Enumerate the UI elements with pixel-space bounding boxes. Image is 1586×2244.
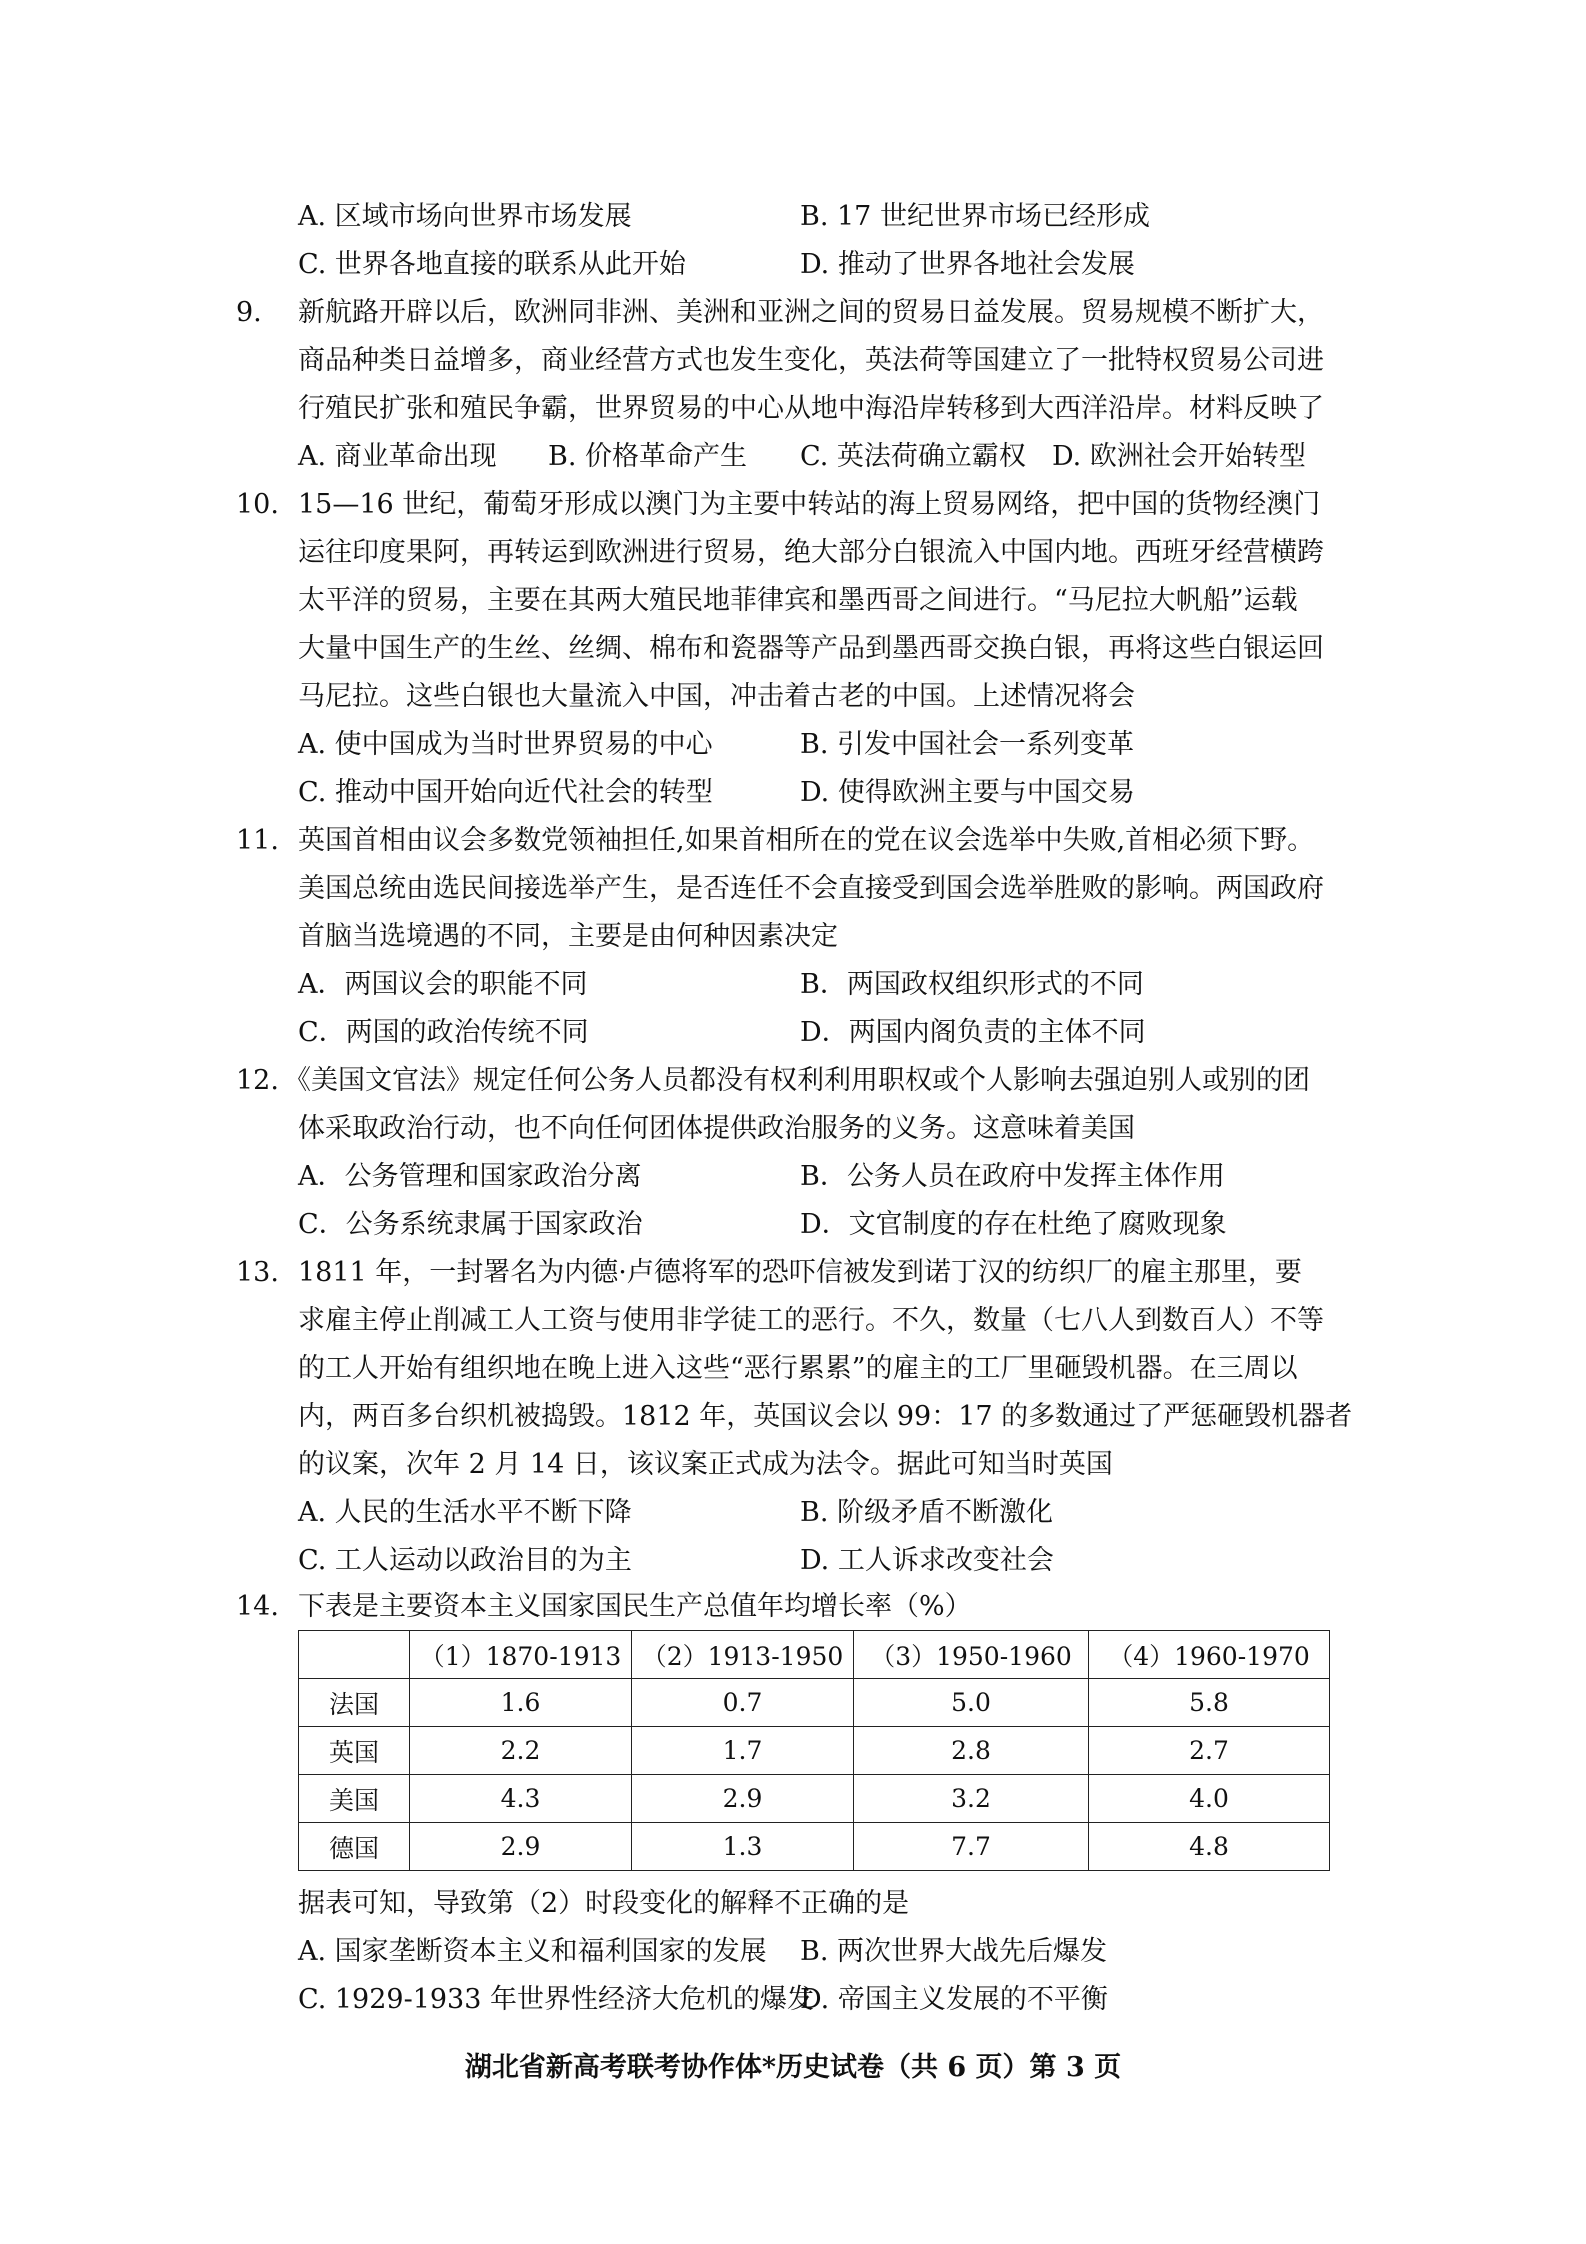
q9-option-a: A. 商业革命出现 (298, 441, 497, 472)
q11-option-b: B．两国政权组织形式的不同 (800, 969, 1144, 1000)
question-text-line: 15—16 世纪，葡萄牙形成以澳门为主要中转站的海上贸易网络，把中国的货物经澳门 (298, 489, 1321, 520)
question-text-line: 太平洋的贸易，主要在其两大殖民地菲律宾和墨西哥之间进行。“马尼拉大帆船”运载 (298, 585, 1298, 616)
q11-option-d: D．两国内阁负责的主体不同 (800, 1017, 1146, 1048)
question-text-line: 《美国文官法》规定任何公务人员都没有权利利用职权或个人影响去强迫别人或别的团 (284, 1065, 1310, 1096)
question-text-line: 1811 年，一封署名为内德·卢德将军的恐吓信被发到诺丁汉的纺织厂的雇主那里，要 (298, 1257, 1302, 1288)
question-text-line: 新航路开辟以后，欧洲同非洲、美洲和亚洲之间的贸易日益发展。贸易规模不断扩大， (298, 297, 1324, 328)
table-cell: 2.9 (410, 1823, 632, 1871)
table-row (299, 1679, 1330, 1727)
q12-option-a: A．公务管理和国家政治分离 (298, 1161, 642, 1192)
q14-option-c: C. 1929-1933 年世界性经济大危机的爆发 (298, 1984, 814, 2015)
table-cell: 4.3 (410, 1775, 632, 1823)
table-cell: 4.8 (1089, 1823, 1330, 1871)
table-cell: 法国 (299, 1679, 410, 1727)
question-text-line: 马尼拉。这些白银也大量流入中国，冲击着古老的中国。上述情况将会 (298, 681, 1135, 712)
q9-option-b: B. 价格革命产生 (548, 441, 748, 472)
table-cell: 4.0 (1089, 1775, 1330, 1823)
q13-option-c: C. 工人运动以政治目的为主 (298, 1545, 632, 1576)
table-header-cell: （1）1870-1913 (410, 1631, 632, 1679)
table-row (299, 1775, 1330, 1823)
table-header-cell: （3）1950-1960 (854, 1631, 1089, 1679)
question-text-line: 的议案，次年 2 月 14 日，该议案正式成为法令。据此可知当时英国 (298, 1449, 1113, 1480)
question-number: 12. (236, 1065, 279, 1096)
q14-option-d: D. 帝国主义发展的不平衡 (800, 1984, 1108, 2015)
question-text-line: 内，两百多台织机被捣毁。1812 年，英国议会以 99：17 的多数通过了严惩砸毁机器者 (298, 1401, 1353, 1432)
table-cell: 英国 (299, 1727, 410, 1775)
question-text-line: 行殖民扩张和殖民争霸，世界贸易的中心从地中海沿岸转移到大西洋沿岸。材料反映了 (298, 393, 1324, 424)
question-text-line: 据表可知，导致第（2）时段变化的解释不正确的是 (298, 1888, 910, 1919)
table-cell: 0.7 (632, 1679, 854, 1727)
q8-option-a: A. 区域市场向世界市场发展 (298, 201, 632, 232)
table-row (299, 1727, 1330, 1775)
question-number: 11. (236, 825, 279, 856)
table-cell: 1.7 (632, 1727, 854, 1775)
table-cell: 2.9 (632, 1775, 854, 1823)
question-text-line: 下表是主要资本主义国家国民生产总值年均增长率（%） (298, 1591, 972, 1622)
question-text-line: 美国总统由选民间接选举产生，是否连任不会直接受到国会选举胜败的影响。两国政府 (298, 873, 1324, 904)
question-text-line: 的工人开始有组织地在晚上进入这些“恶行累累”的雇主的工厂里砸毁机器。在三周以 (298, 1353, 1298, 1384)
q10-option-a: A. 使中国成为当时世界贸易的中心 (298, 729, 713, 760)
q10-option-b: B. 引发中国社会一系列变革 (800, 729, 1135, 760)
q10-option-d: D. 使得欧洲主要与中国交易 (800, 777, 1135, 808)
table-header-cell: （4）1960-1970 (1089, 1631, 1330, 1679)
q14-option-a: A. 国家垄断资本主义和福利国家的发展 (298, 1936, 767, 1967)
table-cell: 3.2 (854, 1775, 1089, 1823)
table-cell: 5.0 (854, 1679, 1089, 1727)
q12-option-d: D．文官制度的存在杜绝了腐败现象 (800, 1209, 1227, 1240)
table-cell: 德国 (299, 1823, 410, 1871)
question-text-line: 运往印度果阿，再转运到欧洲进行贸易，绝大部分白银流入中国内地。西班牙经营横跨 (298, 537, 1324, 568)
table-row (299, 1823, 1330, 1871)
table-header-cell: （2）1913-1950 (632, 1631, 854, 1679)
q8-option-c: C. 世界各地直接的联系从此开始 (298, 249, 686, 280)
q10-option-c: C. 推动中国开始向近代社会的转型 (298, 777, 713, 808)
question-number: 9. (236, 297, 262, 328)
question-number: 13. (236, 1257, 279, 1288)
q8-option-b: B. 17 世纪世界市场已经形成 (800, 201, 1150, 232)
question-text-line: 商品种类日益增多，商业经营方式也发生变化，英法荷等国建立了一批特权贸易公司进 (298, 345, 1324, 376)
q13-option-a: A. 人民的生活水平不断下降 (298, 1497, 632, 1528)
q12-option-c: C．公务系统隶属于国家政治 (298, 1209, 643, 1240)
question-text-line: 求雇主停止削减工人工资与使用非学徒工的恶行。不久，数量（七八人到数百人）不等 (298, 1305, 1324, 1336)
table-cell: 2.2 (410, 1727, 632, 1775)
question-number: 10. (236, 489, 279, 520)
q11-option-a: A．两国议会的职能不同 (298, 969, 588, 1000)
question-text-line: 首脑当选境遇的不同，主要是由何种因素决定 (298, 921, 838, 952)
table-cell: 1.3 (632, 1823, 854, 1871)
question-text-line: 大量中国生产的生丝、丝绸、棉布和瓷器等产品到墨西哥交换白银，再将这些白银运回 (298, 633, 1324, 664)
table-header-cell (299, 1631, 410, 1679)
q13-option-d: D. 工人诉求改变社会 (800, 1545, 1054, 1576)
table-cell: 7.7 (854, 1823, 1089, 1871)
table-header-row (299, 1631, 1330, 1679)
q14-option-b: B. 两次世界大战先后爆发 (800, 1936, 1108, 1967)
question-text-line: 体采取政治行动，也不向任何团体提供政治服务的义务。这意味着美国 (298, 1113, 1135, 1144)
q9-option-d: D. 欧洲社会开始转型 (1052, 441, 1306, 472)
table-cell: 2.8 (854, 1727, 1089, 1775)
q9-option-c: C. 英法荷确立霸权 (800, 441, 1026, 472)
page-footer: 湖北省新高考联考协作体*历史试卷（共 6 页）第 3 页 (464, 2052, 1122, 2083)
table-cell: 美国 (299, 1775, 410, 1823)
question-number: 14. (236, 1591, 279, 1622)
q12-option-b: B．公务人员在政府中发挥主体作用 (800, 1161, 1225, 1192)
q13-option-b: B. 阶级矛盾不断激化 (800, 1497, 1054, 1528)
gdp-growth-table (298, 1630, 1330, 1871)
q8-option-d: D. 推动了世界各地社会发展 (800, 249, 1135, 280)
q11-option-c: C．两国的政治传统不同 (298, 1017, 589, 1048)
table-cell: 1.6 (410, 1679, 632, 1727)
table-cell: 5.8 (1089, 1679, 1330, 1727)
question-text-line: 英国首相由议会多数党领袖担任,如果首相所在的党在议会选举中失败,首相必须下野。 (298, 825, 1315, 856)
table-cell: 2.7 (1089, 1727, 1330, 1775)
